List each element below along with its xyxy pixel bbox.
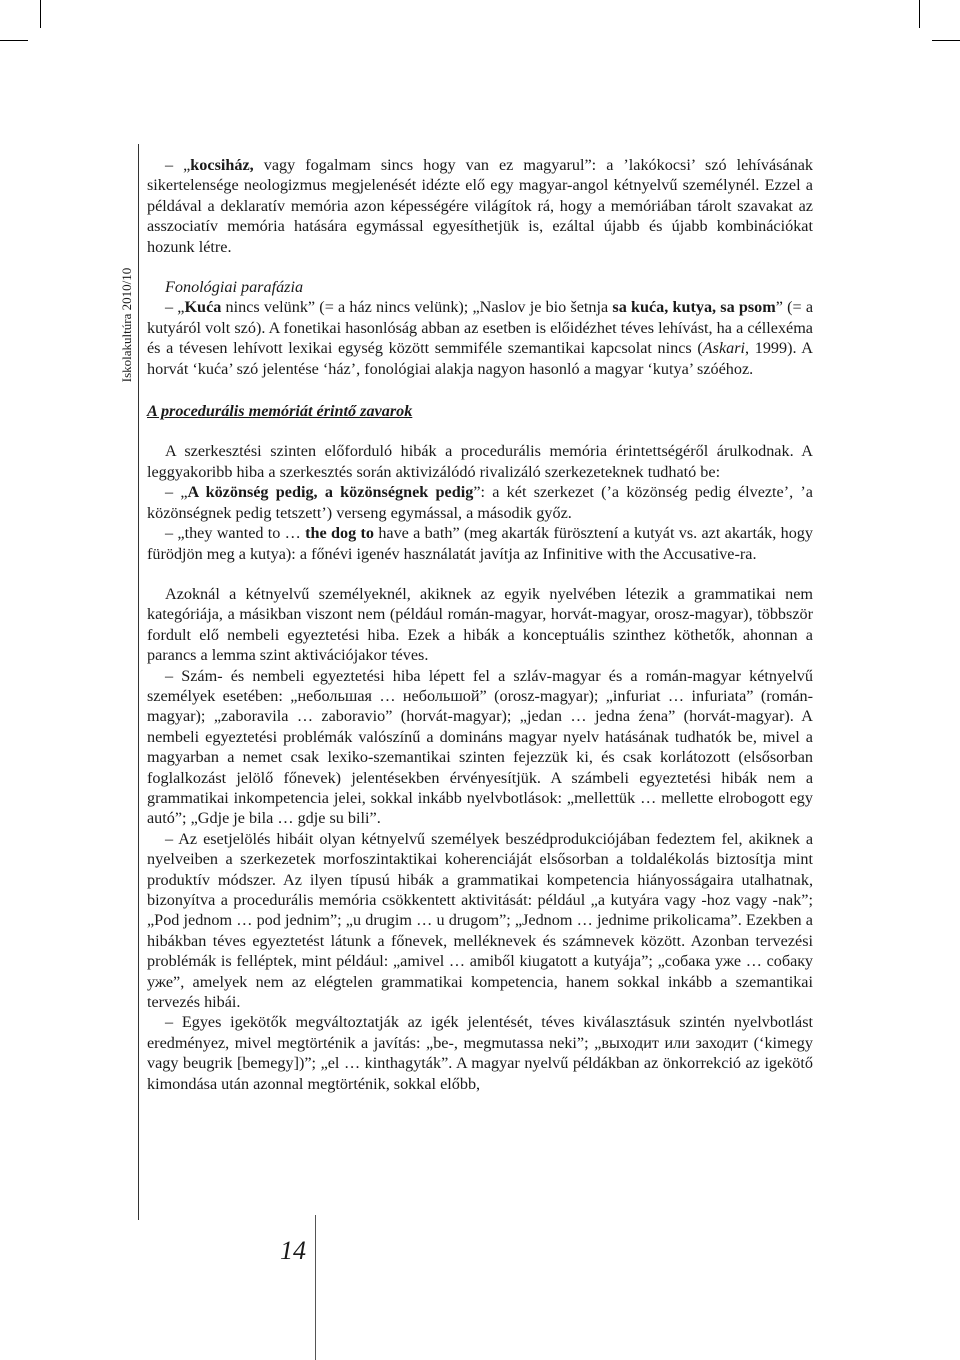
paragraph-kozonseg: [147, 482, 813, 523]
paragraph-they-wanted: [147, 523, 813, 564]
paragraph-ketnyelvu: Azoknál a kétnyelvű személyeknél, akiknek az egyik nyelvében létezik a grammatikai nem kategóriája, a másikban viszont nem (például román-magyar, horvát-magyar, orosz-magyar), többször fordult elő nembeli egyeztetési hiba. Ezek a hibák a konceptuális szinthez köthetők, ahonnan a parancs a lemma szint aktivációjakor téves.: [147, 584, 813, 665]
heading-fonologiai-parafazia: [147, 277, 813, 297]
crop-mark-top-left-h: [0, 40, 28, 41]
dash-lead: – „: [165, 298, 185, 317]
side-rule: [138, 144, 139, 1220]
paragraph-text: ” (= a kutyáról volt szó). A fonetikai hasonlóság abban az esetben is előidézhet téves lehívást, ha a céllexéma és a tévesen lehívott lexikai egység között semmiféle szemantikai kapcsolat nincs (: [147, 298, 814, 358]
spacer: [147, 257, 813, 277]
crop-mark-top-left: [40, 0, 41, 28]
term-kozonseg: A közönség pedig, a közönségnek pedig: [187, 483, 474, 502]
paragraph-esetjeloles: – Az esetjelölés hibáit olyan kétnyelvű személyek beszédprodukciójában fedeztem fel, akiknek a nyelveiben a szerkezetek morfoszintaktikai koherenciáját elsősorban a toldalékolás biztosítja mint produktív módszer. Az ilyen típusú hibák a grammatikai kompetencia hiányosságaira utalhatnak, bizonyítva a procedurális memória csökkentett aktivitását: például „a kutyára vagy -hoz vagy -nak”; „Pod jednom … pod jednim”; „u drugim … u drugom”; „Jednom … jednime prikolicama”. Ezekben a hibákban téves egyeztetést látunk a főnevek, melléknevek és számnevek között. Azonban tervezési problémák is felléptek, mint például: „amivel … amiből kiugatott a kutyája”; „собака уже … собаку уже”, amelyek nem az elégtelen grammatikai kompetencia, hanem sokkal inkább a szemantikai tervezés hibái.: [147, 829, 813, 1012]
term-kuca: Kuća: [184, 298, 222, 317]
paragraph-text: nincs velünk” (= a ház nincs velünk); „Naslov je bio šetnja: [221, 298, 613, 317]
paragraph-text: , 1999). A horvát ‘kuća’ szó jelentése ‘ház’, fonológiai alakja nagyon hasonló a magyar ‘kutya’ szóéhoz.: [147, 339, 813, 378]
dash-lead: – „: [165, 483, 188, 502]
page-body: [147, 155, 813, 1094]
paragraph-kuca: [147, 297, 813, 379]
spacer: [147, 379, 813, 401]
paragraph-igekotok: – Egyes igekötők megváltoztatják az igék jelentését, téves kiválasztásuk szintén nyelvbotlást eredményez, mivel megtörténik a javítás: „be-, megmutassa neki”; „выходит или заходит (‘kimegy vagy beugrik [bemegy])”; „el … kinthagyták”. A magyar nyelvű példákban az önkorrekció az igekötő kimondása után azonnal megtörténik, sokkal előbb,: [147, 1013, 813, 1093]
dash-lead: – „they wanted to …: [165, 524, 306, 543]
crop-mark-top-right-h: [932, 40, 960, 41]
paragraph-text: vagy fogalmam sincs hogy van ez magyarul”: a ’lakókocsi’ szó lehívásának sikertelensége neologizmus megjelenését idézte elő egy magyar-angol kétnyelvű személynél. Ezzel a példával a deklaratív memória azon képességére világítok rá, hogy a memóriában tárolt szavakat az asszociatív memória hatására egymással egyesíthetjük is, ezáltal újabb és újabb kombinációkat hozunk létre.: [147, 156, 814, 256]
paragraph-szerkesztes: A szerkesztési szinten előforduló hibák a procedurális memória érintettségéről árulkodnak. A leggyakoribb hiba a szerkesztés során aktivizálódó rivalizáló szerkezeteknek tudható be:: [147, 442, 813, 481]
term-the-dog-to: the dog to: [305, 524, 375, 543]
section-title: A procedurális memóriát érintő zavarok: [147, 402, 413, 421]
journal-name: Iskolakultúra 2010/10: [119, 267, 134, 383]
spacer: [147, 421, 813, 441]
paragraph-kocsihaz: [147, 155, 813, 257]
paragraph-text: ”: a két szerkezet (’a közönség pedig élvezte’, ’a közönségnek pedig tetszett’) verseng egymással, a második győz.: [147, 483, 813, 522]
paragraph-szam-nembeli: – Szám- és nembeli egyeztetési hiba lépett fel a szláv-magyar és a román-magyar kétnyelvű személyek esetében: „небольшая … небольшой” (orosz-magyar); „infuriat … infuriata” (román-magyar); „zaboravila … zaboravio” (horvát-magyar); „jedan … jedna źena” (horvát-magyar). A nembeli egyeztetési problémák valószínű a domináns magyar nyelv hatásának tudhatók be, mivel a magyarban a nemet csak lexiko-szemantikai szinten fejezzük ki, és csak korlátozott (elsősorban foglalkozást jelölő főnevek) jelentésekben érvényesítjük. A számbeli egyeztetési hibák nem a grammatikai inkompetencia jelei, sokkal inkább nyelvbotlások: „mellettük … mellette elrobogott egy autó”; „Gdje je bila … gdje su bili”.: [147, 666, 813, 828]
crop-mark-top-right: [919, 0, 920, 28]
page-number: 14: [280, 1236, 306, 1265]
citation-author: Askari: [702, 339, 746, 358]
paragraph-text: have a bath” (meg akarták fürösztení a kutyát vs. azt akarták, hogy fürödjön meg a kutya): a főnévi igenév használatát javítja az Infinitive with the Accusative-ra.: [147, 524, 813, 563]
bottom-rule: [315, 1215, 316, 1360]
term-kocsihaz: kocsiház,: [190, 156, 254, 174]
term-sa-kuca: sa kuća, kutya, sa psom: [612, 298, 776, 317]
dash-lead: – „: [165, 156, 191, 174]
spacer: [147, 564, 813, 584]
subheading: Fonológiai parafázia: [165, 278, 304, 297]
